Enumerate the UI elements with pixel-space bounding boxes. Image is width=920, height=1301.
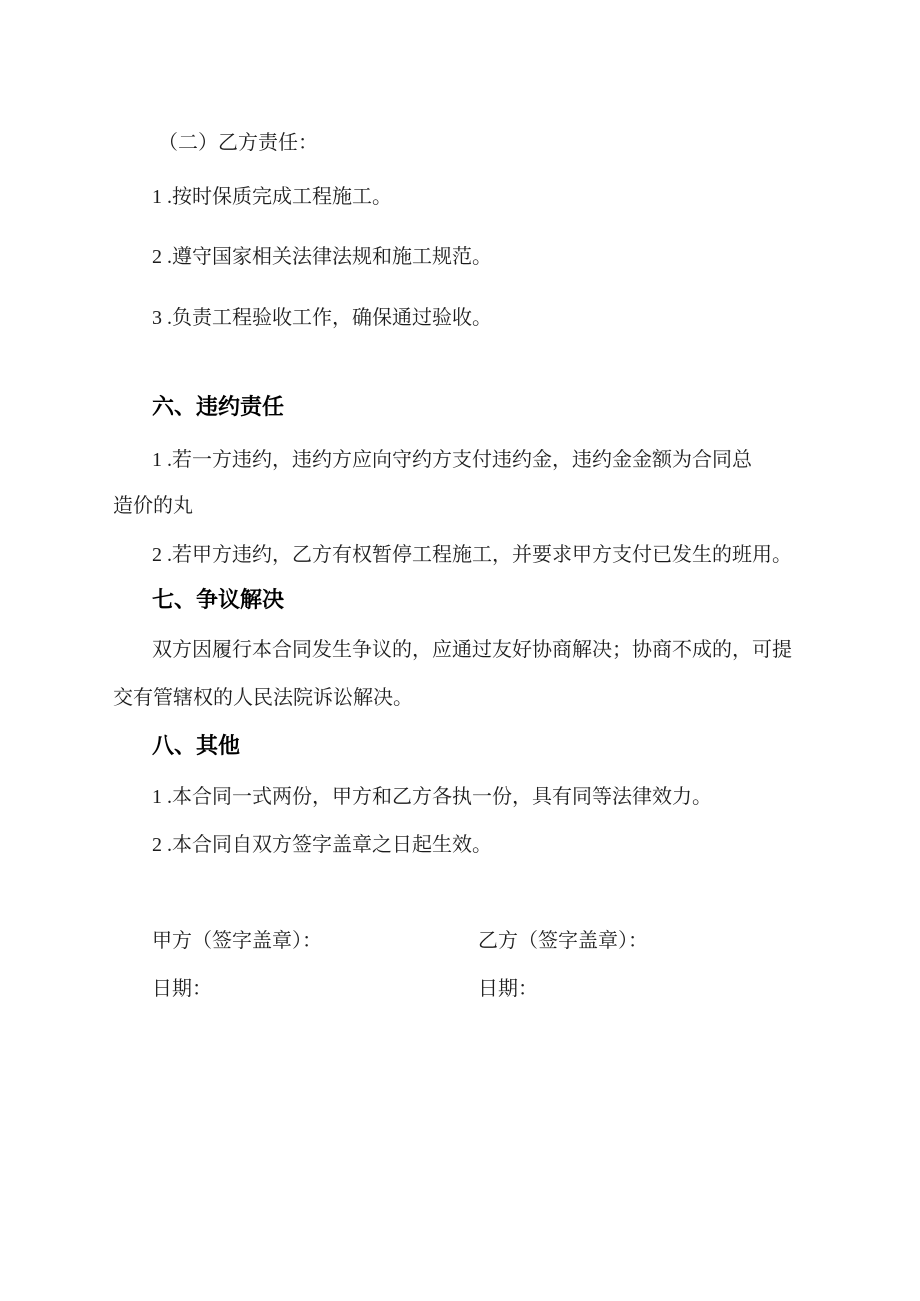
section-heading: 八、其他 <box>152 734 241 759</box>
list-item: 1 .按时保质完成工程施工。 <box>152 186 392 208</box>
party-a-signature-label: 甲方（签字盖章）： <box>152 930 322 952</box>
list-item: 1 .本合同一式两份，甲方和乙方各执一份，具有同等法律效力。 <box>152 786 712 808</box>
party-b-signature-label: 乙方（签字盖章）： <box>478 930 648 952</box>
section-heading: 七、争议解决 <box>152 588 285 613</box>
paragraph-line: 交有管辖权的人民法院诉讼解决。 <box>113 687 413 709</box>
list-item: 3 .负责工程验收工作，确保通过验收。 <box>152 307 492 329</box>
paragraph-line: 双方因履行本合同发生争议的，应通过友好协商解决；协商不成的，可提 <box>152 639 792 661</box>
section-heading: 六、违约责任 <box>152 395 285 420</box>
list-item: 2 .本合同自双方签字盖章之日起生效。 <box>152 834 492 856</box>
list-item-line: 造价的丸 <box>113 495 193 517</box>
subsection-heading: （二）乙方责任： <box>158 132 318 154</box>
list-item-line: 1 .若一方违约，违约方应向守约方支付违约金，违约金金额为合同总 <box>152 449 752 471</box>
party-a-date-label: 日期： <box>152 978 212 1000</box>
party-b-date-label: 日期： <box>478 978 538 1000</box>
list-item: 2 .遵守国家相关法律法规和施工规范。 <box>152 246 492 268</box>
list-item: 2 .若甲方违约，乙方有权暂停工程施工，并要求甲方支付已发生的班用。 <box>152 544 792 566</box>
